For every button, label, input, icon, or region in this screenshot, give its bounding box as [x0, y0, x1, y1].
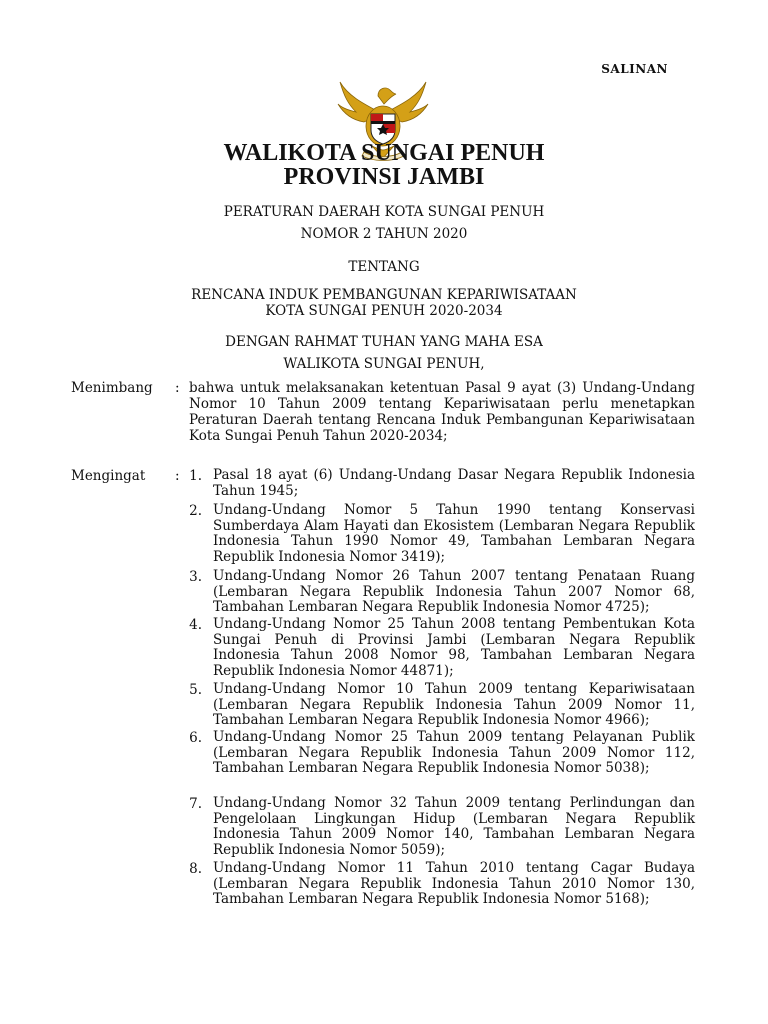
- mengingat-item-number: 7.: [189, 796, 202, 812]
- mengingat-label: Mengingat: [71, 468, 146, 484]
- regulation-number: NOMOR 2 TAHUN 2020: [300, 226, 468, 242]
- subject-line-2: KOTA SUNGAI PENUH 2020-2034: [265, 303, 503, 319]
- mengingat-item-number: 6.: [189, 730, 202, 746]
- mengingat-item-number: 5.: [189, 682, 202, 698]
- mengingat-item-text: Undang-Undang Nomor 25 Tahun 2008 tentang Pembentukan Kota Sungai Penuh di Provinsi Jambi (Lembaran Negara Republik Indonesia Tahun 2008 Nomor 98, Tambahan Lembaran Negara Republik Indonesia Nomor 44871);: [213, 616, 695, 679]
- title-provinsi: PROVINSI JAMBI: [283, 164, 485, 190]
- mengingat-item-text: Undang-Undang Nomor 11 Tahun 2010 tentang Cagar Budaya (Lembaran Negara Republik Indonesia Tahun 2010 Nomor 130, Tambahan Lembaran Negara Republik Indonesia Nomor 5168);: [213, 860, 695, 907]
- tentang-heading: TENTANG: [348, 259, 420, 275]
- mengingat-item-text: Pasal 18 ayat (6) Undang-Undang Dasar Negara Republik Indonesia Tahun 1945;: [213, 467, 695, 499]
- mengingat-item-text: Undang-Undang Nomor 25 Tahun 2009 tentang Pelayanan Publik (Lembaran Negara Republik Indonesia Tahun 2009 Nomor 112, Tambahan Lembaran Negara Republik Indonesia Nomor 5038);: [213, 729, 695, 776]
- regulation-name: PERATURAN DAERAH KOTA SUNGAI PENUH: [223, 204, 545, 220]
- menimbang-label: Menimbang: [71, 380, 153, 396]
- salinan-label: SALINAN: [601, 62, 668, 76]
- mengingat-colon: :: [175, 468, 180, 484]
- mengingat-item-number: 3.: [189, 569, 202, 585]
- title-walikota: WALIKOTA SUNGAI PENUH: [223, 140, 545, 166]
- mengingat-item-number: 1.: [189, 468, 202, 484]
- mengingat-item-text: Undang-Undang Nomor 5 Tahun 1990 tentang Konservasi Sumberdaya Alam Hayati dan Ekosistem (Lembaran Negara Republik Indonesia Tahun 1990 Nomor 49, Tambahan Lembaran Negara Republik Indonesia Nomor 3419);: [213, 502, 695, 565]
- blessing-line: DENGAN RAHMAT TUHAN YANG MAHA ESA: [225, 334, 543, 350]
- subject-line-1: RENCANA INDUK PEMBANGUNAN KEPARIWISATAAN: [191, 287, 577, 303]
- menimbang-text: bahwa untuk melaksanakan ketentuan Pasal 9 ayat (3) Undang-Undang Nomor 10 Tahun 2009 tentang Kepariwisataan perlu menetapkan Peraturan Daerah tentang Rencana Induk Pembangunan Kepariwisataan Kota Sungai Penuh Tahun 2020-2034;: [189, 380, 695, 444]
- mengingat-item-number: 8.: [189, 861, 202, 877]
- mengingat-item-text: Undang-Undang Nomor 10 Tahun 2009 tentang Kepariwisataan (Lembaran Negara Republik Indonesia Tahun 2009 Nomor 11, Tambahan Lembaran Negara Republik Indonesia Nomor 4966);: [213, 681, 695, 728]
- authority-line: WALIKOTA SUNGAI PENUH,: [283, 356, 485, 372]
- menimbang-colon: :: [175, 380, 180, 396]
- mengingat-item-number: 2.: [189, 503, 202, 519]
- mengingat-item-text: Undang-Undang Nomor 32 Tahun 2009 tentang Perlindungan dan Pengelolaan Lingkungan Hidup (Lembaran Negara Republik Indonesia Tahun 2009 Nomor 140, Tambahan Lembaran Negara Republik Indonesia Nomor 5059);: [213, 795, 695, 858]
- mengingat-item-text: Undang-Undang Nomor 26 Tahun 2007 tentang Penataan Ruang (Lembaran Negara Republik Indonesia Tahun 2007 Nomor 68, Tambahan Lembaran Negara Republik Indonesia Nomor 4725);: [213, 568, 695, 615]
- mengingat-item-number: 4.: [189, 617, 202, 633]
